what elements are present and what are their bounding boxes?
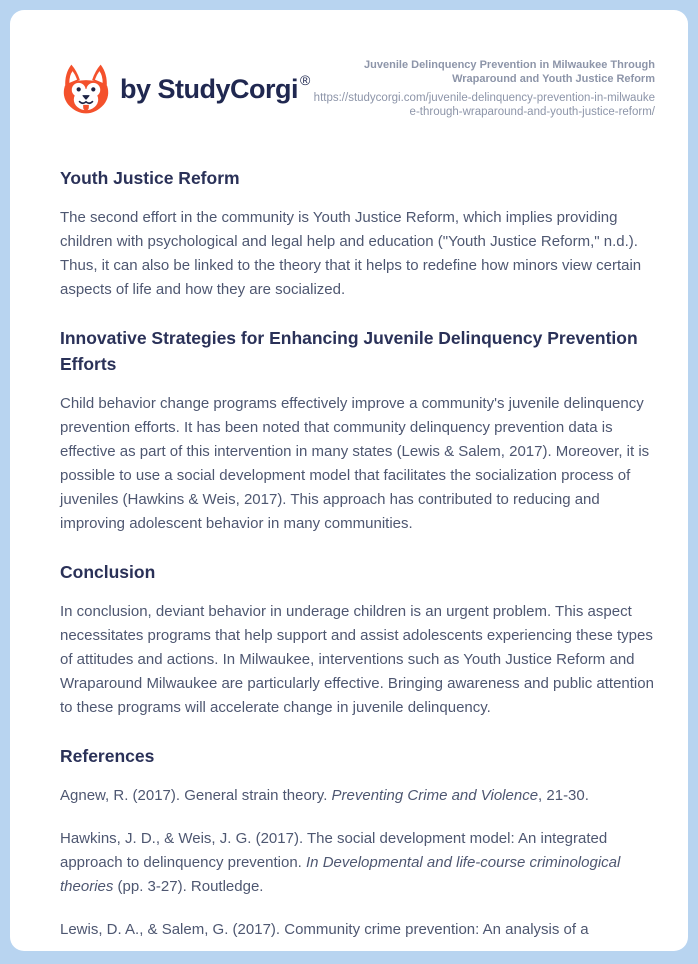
document-body [60, 165, 655, 942]
section-innovative-strategies [60, 325, 655, 536]
section-references [60, 743, 655, 942]
section-youth-justice-reform [60, 165, 655, 302]
reference-entry: Lewis, D. A., & Salem, G. (2017). Community crime prevention: An analysis of a [60, 921, 589, 938]
registered-trademark: ® [300, 72, 310, 88]
studycorgi-brand [60, 61, 310, 117]
section-heading: Conclusion [60, 562, 156, 582]
reference-entry: Hawkins, J. D., & Weis, J. G. (2017). The social development model: An integrated approach to delinquency prevention. In Developmental and life-course criminological theories (pp. 3-27). Routledge. [60, 830, 621, 895]
corgi-logo-icon [60, 61, 112, 117]
section-conclusion [60, 559, 655, 720]
section-paragraph: The second effort in the community is Youth Justice Reform, which implies providing children with psychological and legal help and education ("Youth Justice Reform," n.d.). Thus, it can also be linked to the theory that it helps to redefine how minors view certain aspects of life and how they are socialized. [60, 209, 642, 298]
section-paragraph: In conclusion, deviant behavior in underage children is an urgent problem. This aspect necessitates programs that help support and assist adolescents experiencing these types of attitudes and actions. In Milwaukee, interventions such as Youth Justice Reform and Wraparound Milwaukee are particularly effective. Bringing awareness and public attention to these programs will accelerate change in juvenile delinquency. [60, 603, 654, 716]
document-page-card [10, 10, 688, 951]
document-header [60, 58, 655, 119]
section-heading: Innovative Strategies for Enhancing Juvenile Delinquency Prevention Efforts [60, 328, 638, 374]
section-heading: Youth Justice Reform [60, 168, 240, 188]
document-url: https://studycorgi.com/juvenile-delinquency-prevention-in-milwaukee-through-wraparound-and-youth-justice-reform/ [313, 92, 655, 118]
reference-entry: Agnew, R. (2017). General strain theory. Preventing Crime and Violence, 21-30. [60, 787, 589, 804]
section-paragraph: Child behavior change programs effectively improve a community's juvenile delinquency prevention efforts. It has been noted that community delinquency prevention data is effective as part of this intervention in many states (Lewis & Salem, 2017). Moreover, it is possible to use a social development model that facilitates the socialization process of juveniles (Hawkins & Weis, 2017). This approach has contributed to reducing and improving adolescent behavior in many communities. [60, 395, 650, 532]
document-meta [310, 58, 655, 119]
document-title: Juvenile Delinquency Prevention in Milwaukee Through Wraparound and Youth Justice Reform [364, 59, 655, 85]
references-heading: References [60, 746, 155, 766]
brand-wordmark: by StudyCorgi ® [120, 72, 310, 104]
